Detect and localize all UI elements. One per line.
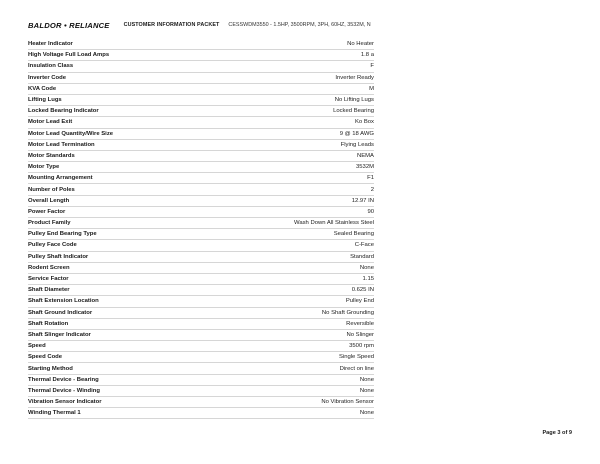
spec-value: Flying Leads <box>340 141 374 148</box>
spec-value: 9 @ 18 AWG <box>339 130 374 137</box>
spec-value: None <box>359 410 374 417</box>
spec-label: Shaft Rotation <box>28 320 69 327</box>
spec-row <box>28 397 374 408</box>
spec-label: Mounting Arrangement <box>28 175 93 182</box>
spec-label: Pulley Shaft Indicator <box>28 253 89 260</box>
spec-label: Motor Lead Exit <box>28 119 73 126</box>
spec-row <box>28 95 374 106</box>
spec-row <box>28 229 374 240</box>
spec-label: Pulley End Bearing Type <box>28 231 97 238</box>
spec-value: None <box>359 264 374 271</box>
spec-label: Heater Indicator <box>28 41 73 48</box>
spec-row <box>28 375 374 386</box>
packet-title: CUSTOMER INFORMATION PACKET <box>123 22 220 28</box>
spec-label: Inverter Code <box>28 74 66 81</box>
spec-label: Lifting Lugs <box>28 97 62 104</box>
spec-row <box>28 162 374 173</box>
spec-row <box>28 129 374 140</box>
spec-row <box>28 263 374 274</box>
spec-label: Motor Lead Quantity/Wire Size <box>28 130 114 137</box>
spec-value: None <box>359 376 374 383</box>
spec-value: Locked Bearing <box>333 108 374 115</box>
spec-label: Overall Length <box>28 197 70 204</box>
spec-label: High Voltage Full Load Amps <box>28 52 110 59</box>
spec-row <box>28 207 374 218</box>
spec-value: 0.625 IN <box>351 287 374 294</box>
spec-row <box>28 218 374 229</box>
spec-value: Direct on line <box>339 365 374 372</box>
spec-value: NEMA <box>356 152 374 159</box>
spec-row <box>28 117 374 128</box>
spec-row <box>28 106 374 117</box>
spec-value: 1.15 <box>362 276 374 283</box>
spec-value: No Lifting Lugs <box>334 97 374 104</box>
spec-value: Pulley End <box>345 298 374 305</box>
spec-label: Thermal Device - Bearing <box>28 376 99 383</box>
spec-label: Power Factor <box>28 208 66 215</box>
spec-label: Speed <box>28 343 46 350</box>
spec-value: None <box>359 387 374 394</box>
page-header <box>28 19 371 31</box>
spec-row <box>28 330 374 341</box>
spec-label: Number of Poles <box>28 186 75 193</box>
spec-value: Standard <box>350 253 374 260</box>
spec-label: Motor Standards <box>28 152 75 159</box>
spec-row <box>28 140 374 151</box>
spec-row <box>28 50 374 61</box>
spec-row <box>28 173 374 184</box>
spec-row <box>28 408 374 419</box>
spec-value: 3532M <box>355 164 374 171</box>
spec-label: Shaft Extension Location <box>28 298 99 305</box>
spec-row <box>28 84 374 95</box>
spec-label: Speed Code <box>28 354 63 361</box>
spec-row <box>28 151 374 162</box>
spec-row <box>28 386 374 397</box>
spec-label: Rodent Screen <box>28 264 70 271</box>
spec-label: Thermal Device - Winding <box>28 387 100 394</box>
spec-label: Locked Bearing Indicator <box>28 108 99 115</box>
spec-value: F <box>370 63 374 70</box>
spec-label: Shaft Diameter <box>28 287 70 294</box>
spec-value: C-Face <box>354 242 374 249</box>
spec-value: Wash Down All Stainless Steel <box>294 220 374 227</box>
spec-table <box>28 39 374 419</box>
spec-row <box>28 308 374 319</box>
spec-label: Shaft Ground Indicator <box>28 309 93 316</box>
spec-value: No Shaft Grounding <box>321 309 374 316</box>
spec-value: No Vibration Sensor <box>321 399 374 406</box>
spec-row <box>28 184 374 195</box>
spec-label: Pulley Face Code <box>28 242 77 249</box>
spec-label: KVA Code <box>28 85 57 92</box>
spec-value: Sealed Bearing <box>333 231 374 238</box>
spec-value: 12.97 IN <box>351 197 374 204</box>
spec-value: 2 <box>370 186 374 193</box>
spec-value: 90 <box>367 208 374 215</box>
spec-value: Reversible <box>346 320 374 327</box>
spec-value: M <box>369 85 374 92</box>
spec-value: 1.8 a <box>360 52 374 59</box>
spec-label: Insulation Class <box>28 63 74 70</box>
brand-logo: BALDOR • RELIANCE <box>28 20 110 30</box>
spec-row <box>28 352 374 363</box>
spec-label: Service Factor <box>28 276 69 283</box>
spec-row <box>28 274 374 285</box>
spec-row <box>28 285 374 296</box>
spec-row <box>28 196 374 207</box>
spec-value: No Slinger <box>346 331 374 338</box>
spec-label: Winding Thermal 1 <box>28 410 81 417</box>
spec-label: Vibration Sensor Indicator <box>28 399 102 406</box>
spec-row <box>28 363 374 374</box>
page-number: Page 3 of 9 <box>542 430 572 436</box>
spec-value: F1 <box>367 175 374 182</box>
spec-label: Motor Lead Termination <box>28 141 95 148</box>
spec-row <box>28 319 374 330</box>
spec-value: Single Speed <box>338 354 374 361</box>
spec-value: 3500 rpm <box>349 343 374 350</box>
spec-row <box>28 39 374 50</box>
spec-label: Motor Type <box>28 164 60 171</box>
spec-label: Shaft Slinger Indicator <box>28 331 91 338</box>
spec-label: Product Family <box>28 220 71 227</box>
model-line: CESSWDM3550 - 1.5HP, 3500RPM, 3PH, 60HZ, 3532M, N <box>228 22 371 28</box>
spec-value: No Heater <box>347 41 374 48</box>
spec-row <box>28 252 374 263</box>
spec-value: Ko Box <box>355 119 374 126</box>
spec-row <box>28 73 374 84</box>
spec-row <box>28 240 374 251</box>
spec-value: Inverter Ready <box>335 74 374 81</box>
spec-row <box>28 61 374 72</box>
spec-row <box>28 341 374 352</box>
spec-label: Starting Method <box>28 365 73 372</box>
spec-row <box>28 296 374 307</box>
